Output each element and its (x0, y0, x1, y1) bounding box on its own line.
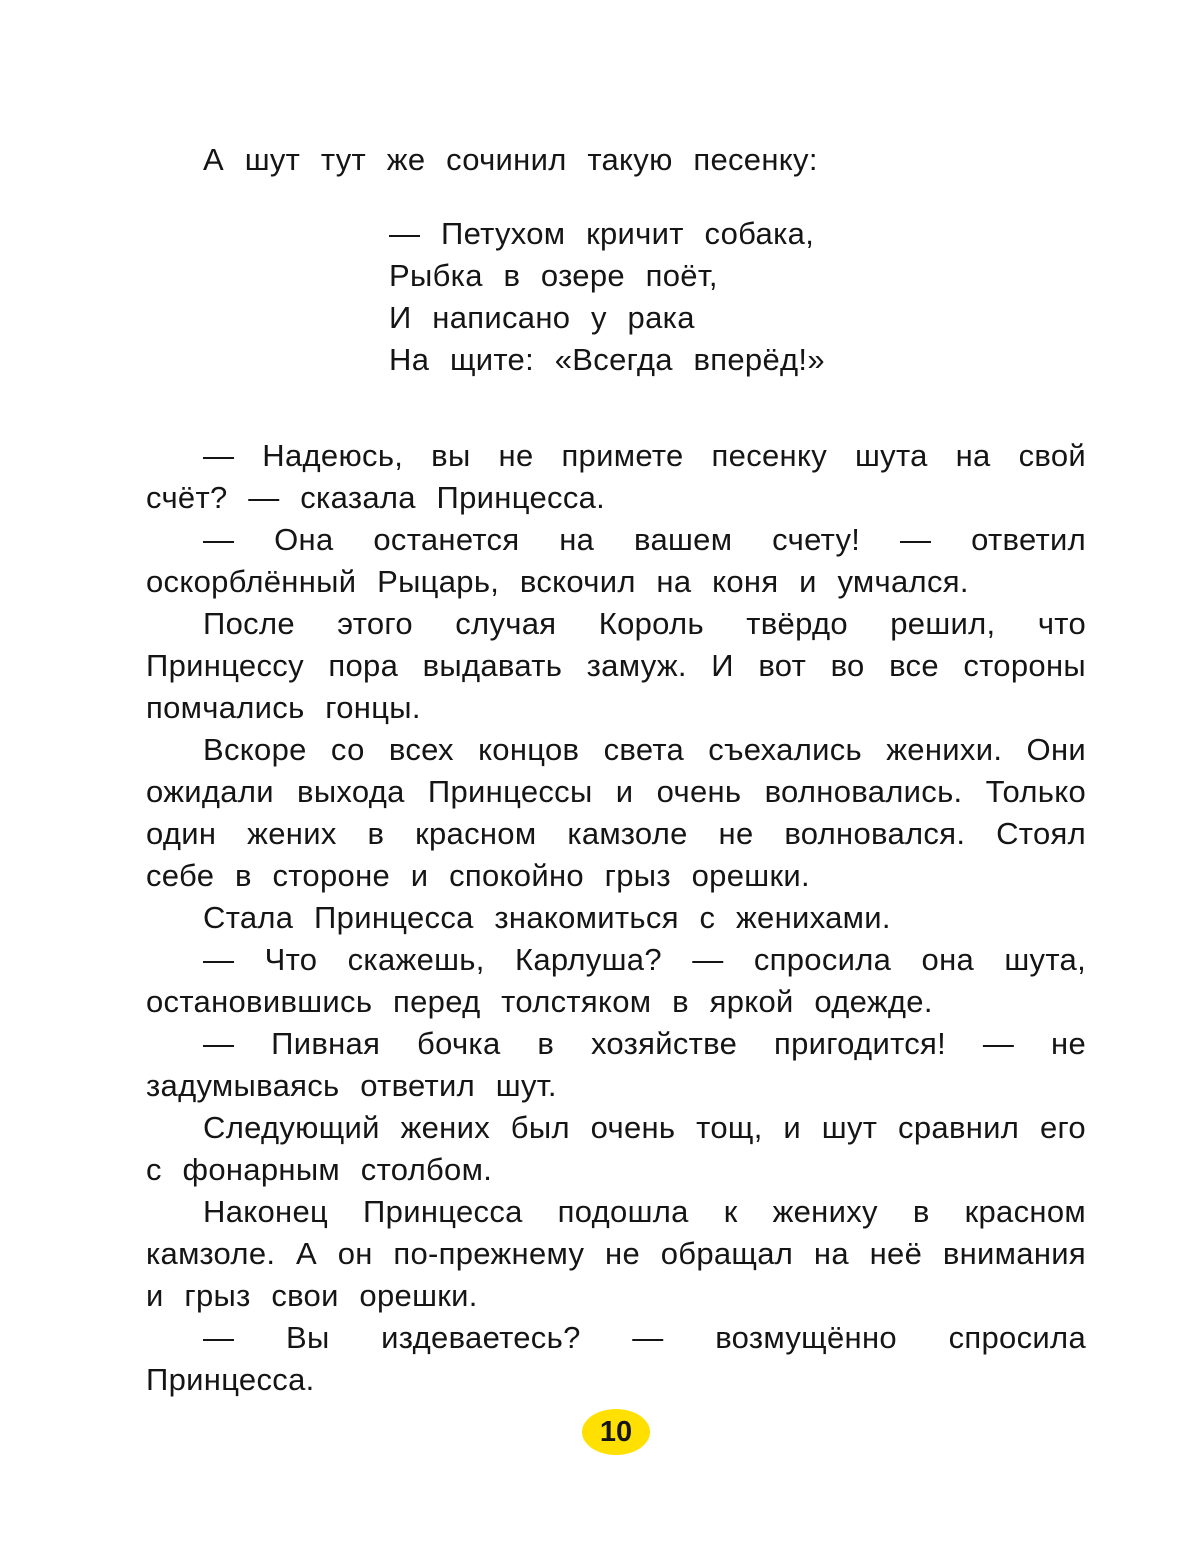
story-paragraph: — Она останется на вашем счету! — ответил оскорблённый Рыцарь, вскочил на коня и умчался. (146, 522, 1086, 599)
page-number: 10 (599, 1415, 633, 1448)
story-paragraph: Вскоре со всех концов света съехались женихи. Они ожидали выхода Принцессы и очень волновались. Только один жених в красном камзоле не волновался. Стоял себе в стороне и спокойно грыз орешки. (146, 732, 1086, 893)
poem-line: На щите: «Всегда вперёд!» (389, 342, 825, 377)
story-paragraph: После этого случая Король твёрдо решил, что Принцессу пора выдавать замуж. И вот во все стороны помчались гонцы. (146, 606, 1086, 725)
story-paragraph: — Что скажешь, Карлуша? — спросила она шута, остановившись перед толстяком в яркой одежде. (146, 942, 1086, 1019)
poem (389, 213, 1086, 381)
poem-line: И написано у рака (389, 300, 695, 335)
story-text (146, 139, 1086, 1401)
story-paragraph: — Пивная бочка в хозяйстве пригодится! — не задумываясь ответил шут. (146, 1026, 1086, 1103)
intro-paragraph: А шут тут же сочинил такую песенку: (203, 142, 818, 177)
poem-line: — Петухом кричит собака, (389, 216, 815, 251)
poem-line: Рыбка в озере поёт, (389, 258, 718, 293)
story-paragraph: Наконец Принцесса подошла к жениху в красном камзоле. А он по-прежнему не обращал на неё внимания и грыз свои орешки. (146, 1194, 1086, 1313)
story-paragraph: — Вы издеваетесь? — возмущённо спросила Принцесса. (146, 1320, 1086, 1397)
story-paragraph: Стала Принцесса знакомиться с женихами. (203, 900, 891, 935)
story-paragraph: — Надеюсь, вы не примете песенку шута на свой счёт? — сказала Принцесса. (146, 438, 1086, 515)
page-number-badge (582, 1409, 650, 1455)
story-paragraph: Следующий жених был очень тощ, и шут сравнил его с фонарным столбом. (146, 1110, 1086, 1187)
